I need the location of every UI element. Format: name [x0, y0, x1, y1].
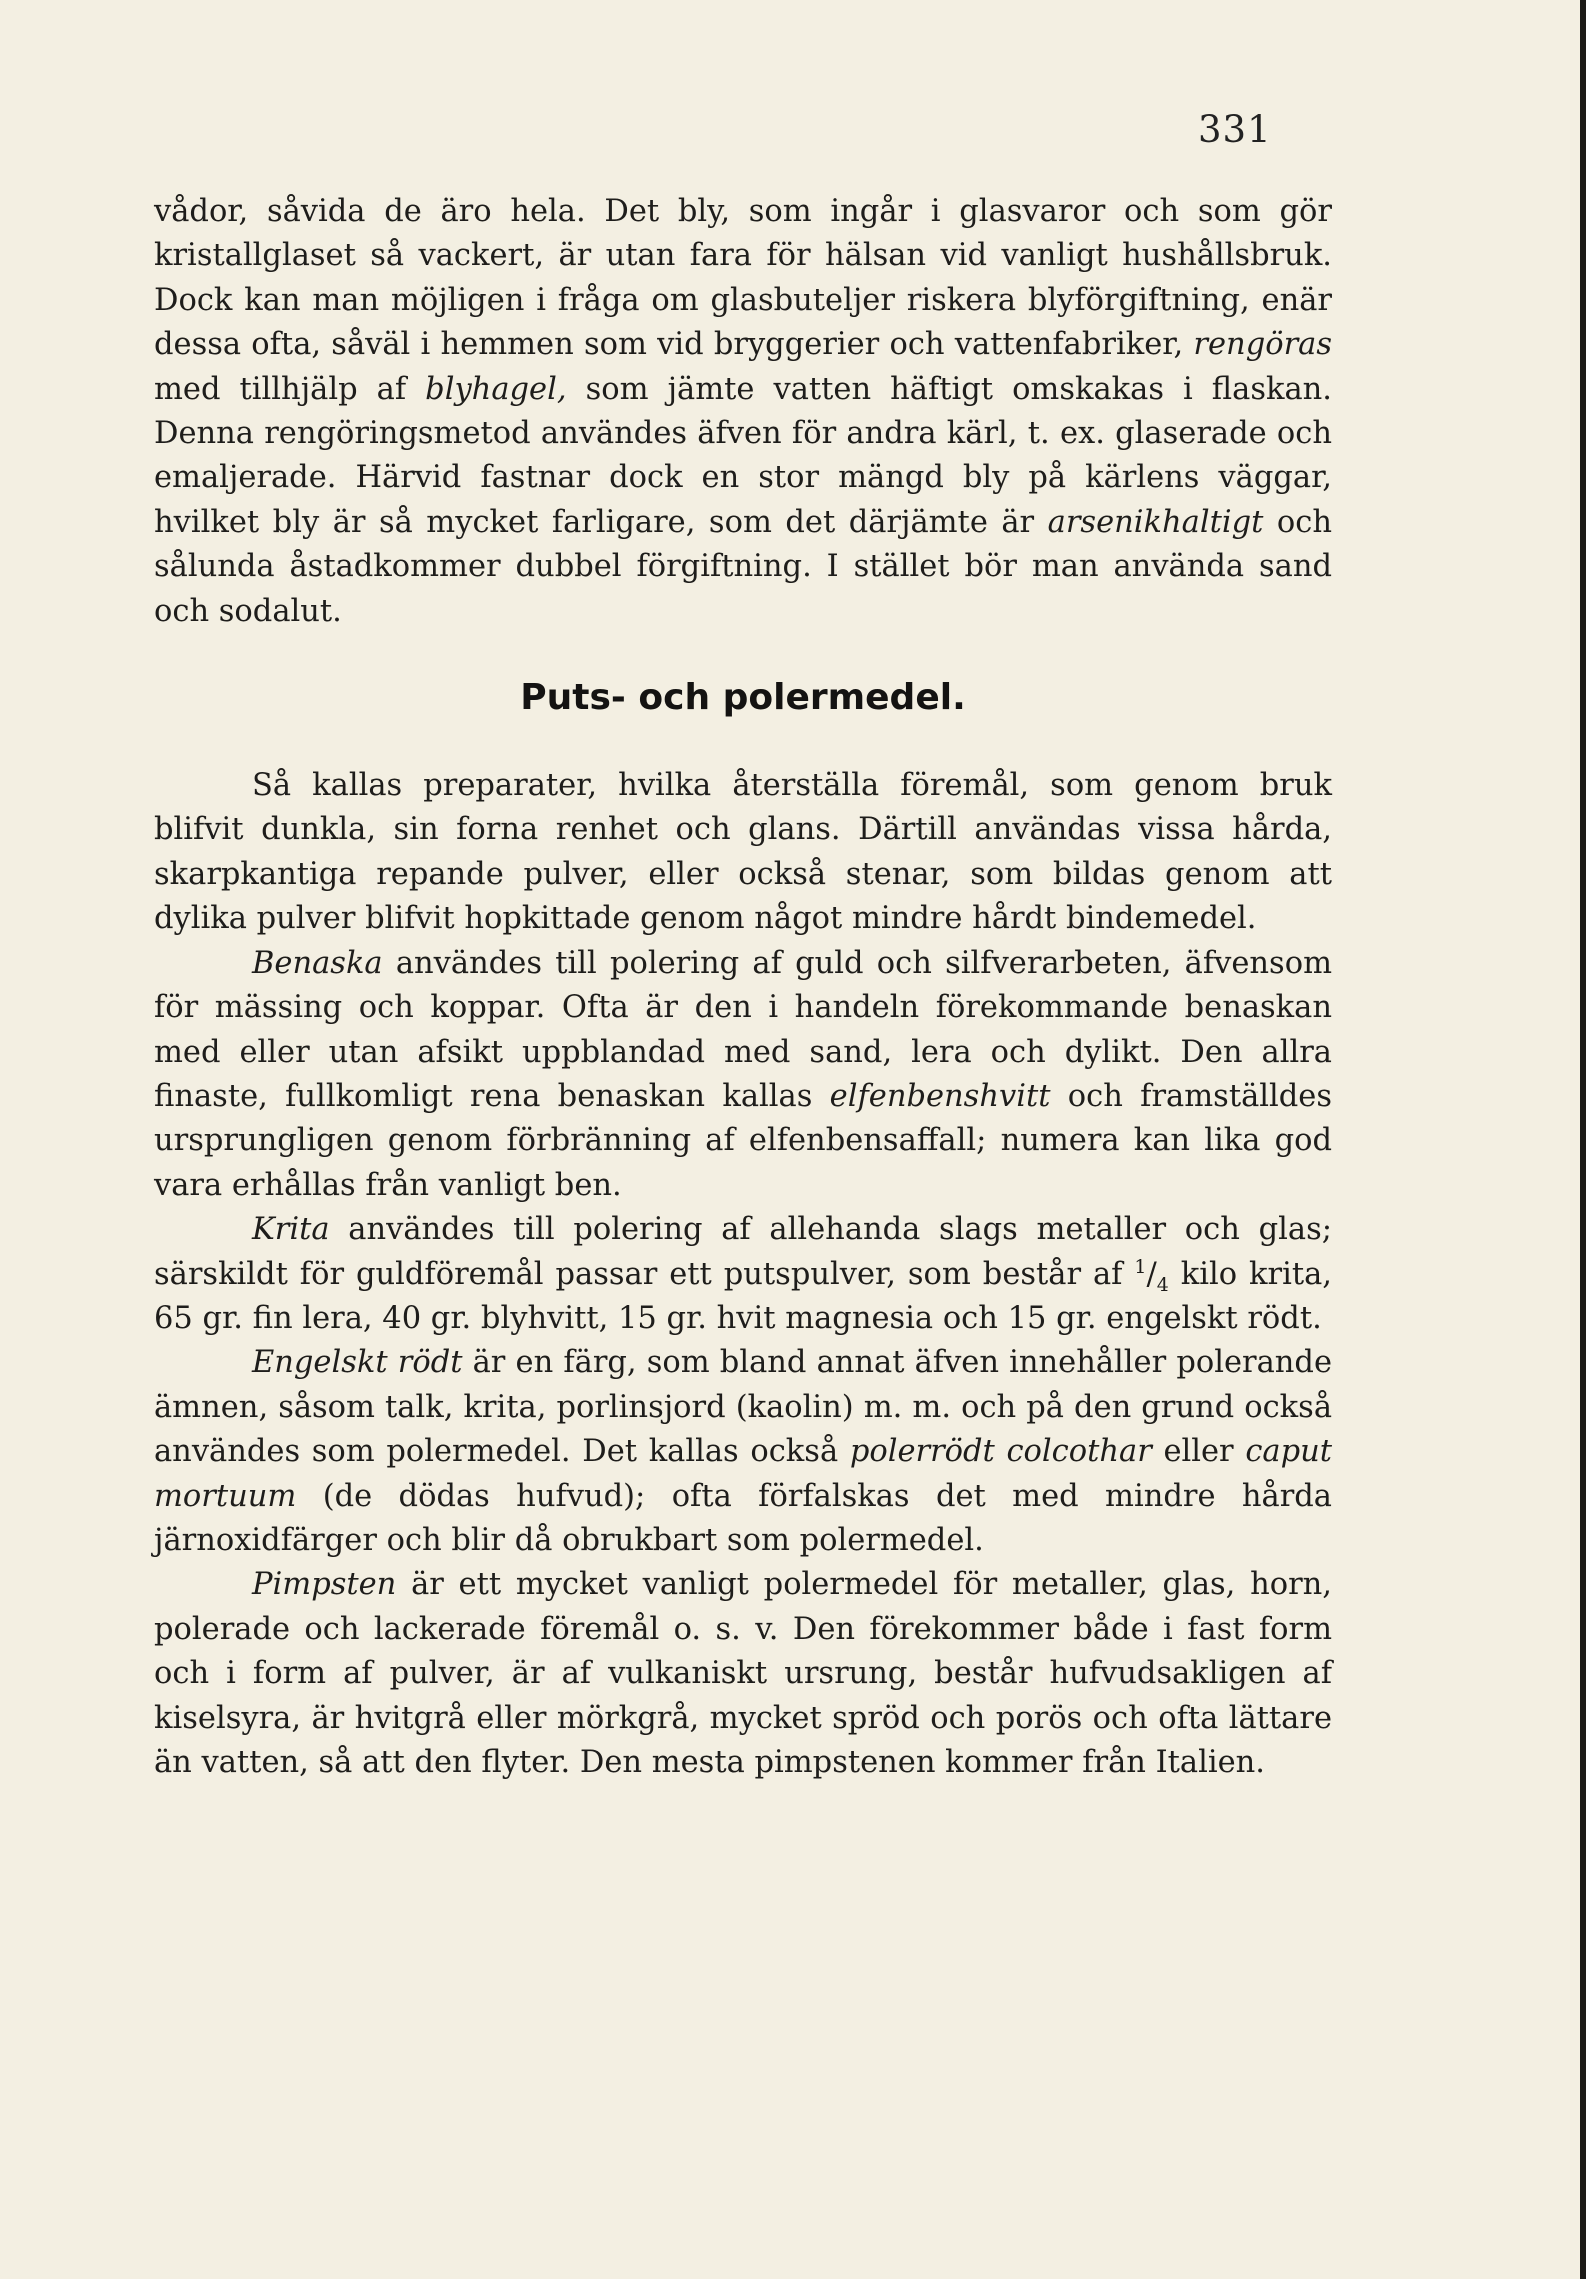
body-text	[154, 190, 1332, 1785]
page-number: 331	[1198, 108, 1272, 151]
paragraph-intro: Så kallas preparater, hvilka återställa föremål, som genom bruk blifvit dunkla, sin forna renhet och glans. Därtill användas vissa hårda, skarpkantiga repande pulver, eller också stenar, som bildas genom att dylika pulver blifvit hopkittade genom något mindre hårdt bindemedel.	[154, 768, 1332, 937]
term-polerrodt-colcothar: polerrödt colcothar	[849, 1434, 1152, 1470]
paragraph-engelskt-rodt: Engelskt rödt är en färg, som bland annat äfven innehåller polerande ämnen, såsom talk, krita, porlinsjord (kaolin) m. m. och på den grund också användes som polermedel. Det kallas också polerrödt colcothar eller caput mortuum (de dödas hufvud); ofta förfalskas det med mindre hårda järnoxidfärger och blir då obrukbart som polermedel.	[154, 1345, 1333, 1558]
term-caput-mortuum: caput mortuum	[154, 1434, 1333, 1514]
paragraph-pimpsten: Pimpsten är ett mycket vanligt polermedel för metaller, glas, horn, polerade och lackerade föremål o. s. v. Den förekommer både i fast form och i form af pulver, är af vulkaniskt ursrung, består hufvudsakligen af kiselsyra, är hvitgrå eller mörkgrå, mycket spröd och porös och ofta lättare än vatten, så att den flyter. Den mesta pimpstenen kommer från Italien.	[154, 1567, 1332, 1780]
term-engelskt-rodt: Engelskt rödt	[252, 1345, 463, 1381]
term-blyhagel: blyhagel,	[425, 371, 567, 407]
scan-edge-right	[1580, 0, 1586, 2285]
term-arsenikhaltigt: arsenikhaltigt	[1047, 504, 1264, 540]
term-rengoras: rengöras	[1193, 327, 1332, 363]
paragraph-lead-toxicity: vådor, såvida de äro hela. Det bly, som ingår i glasvaror och som gör kristallglaset så vackert, är utan fara för hälsan vid vanligt hushållsbruk. Dock kan man möjligen i fråga om glasbuteljer riskera blyförgiftning, enär dessa ofta, såväl i hemmen som vid bryggerier och vattenfabriker, rengöras med tillhjälp af blyhagel, som jämte vatten häftigt omskakas i flaskan. Denna rengöringsmetod användes äfven för andra kärl, t. ex. glaserade och emaljerade. Härvid fastnar dock en stor mängd bly på kärlens väggar, hvilket bly är så mycket farligare, som det därjämte är arsenikhaltigt och sålunda åstadkommer dubbel förgiftning. I stället bör man använda sand och sodalut.	[154, 194, 1332, 629]
term-krita: Krita	[252, 1212, 330, 1248]
term-benaska: Benaska	[252, 945, 383, 981]
paragraph-benaska: Benaska användes till polering af guld och silfverarbeten, äfvensom för mässing och koppar. Ofta är den i handeln förekommande benaskan med eller utan afsikt uppblandad med sand, lera och dylikt. Den allra finaste, fullkomligt rena benaskan kallas elfenbenshvitt och framställdes ursprungligen genom förbränning af elfenbensaffall; numera kan lika god vara erhållas från vanligt ben.	[154, 945, 1332, 1203]
scan-edge-bottom	[0, 2279, 1586, 2285]
term-elfenbenshvitt: elfenbenshvitt	[829, 1078, 1051, 1114]
term-pimpsten: Pimpsten	[252, 1567, 397, 1603]
section-heading: Puts- och polermedel.	[520, 677, 966, 719]
paragraph-krita: Krita användes till polering af allehanda slags metaller och glas; särskildt för guldföremål passar ett putspulver, som består af $^1/_4$ kilo krita, 65 gr. fin lera, 40 gr. blyhvitt, 15 gr. hvit magnesia och 15 gr. engelskt rödt.	[154, 1212, 1332, 1336]
fraction-quarter: $^1/_4$	[1134, 1255, 1169, 1296]
